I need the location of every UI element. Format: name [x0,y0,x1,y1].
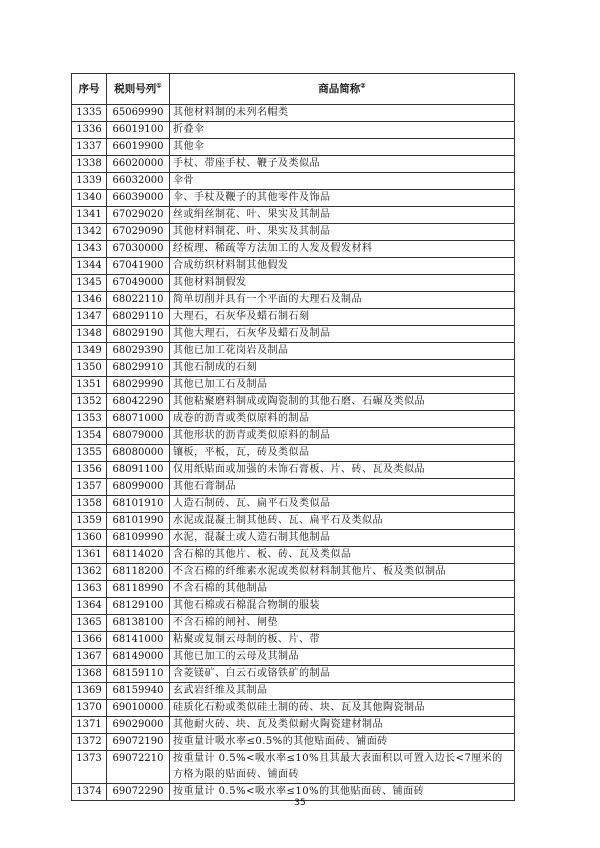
serial-number-cell: 1361 [72,547,107,564]
product-name-cell: 镶板，平板，瓦，砖及类似品 [170,445,515,462]
tariff-code-cell: 68099000 [107,479,170,496]
product-name-cell: 伞、手杖及鞭子的其他零件及饰品 [170,190,515,207]
tariff-code-cell: 66032000 [107,173,170,190]
product-name-cell: 手杖、带座手杖、鞭子及类似品 [170,156,515,173]
table-row [72,666,515,683]
product-name-cell: 人造石制砖、瓦、扁平石及类似品 [170,496,515,513]
product-name-cell: 丝或绢丝制花、叶、果实及其制品 [170,207,515,224]
product-name-cell: 其他石棉或石棉混合物制的服装 [170,598,515,615]
table-row [72,156,515,173]
serial-number-cell: 1359 [72,513,107,530]
product-name-cell: 经梳理、稀疏等方法加工的人发及假发材料 [170,241,515,258]
product-name-cell: 其他材料制花、叶、果实及其制品 [170,224,515,241]
tariff-code-cell: 69010000 [107,700,170,717]
page-number: 35 [294,798,306,808]
tariff-code-cell: 68029390 [107,343,170,360]
serial-number-cell: 1345 [72,275,107,292]
table-row [72,513,515,530]
product-name-cell: 其他已加工石及制品 [170,377,515,394]
table-header-row [72,74,515,105]
table-body [72,105,515,801]
tariff-code-cell: 66019100 [107,122,170,139]
tariff-code-cell: 67041900 [107,258,170,275]
serial-number-cell: 1356 [72,462,107,479]
table-row [72,292,515,309]
product-name-cell: 仅用纸贴面或加强的未饰石膏板、片、砖、瓦及类似品 [170,462,515,479]
tariff-code-cell: 68029910 [107,360,170,377]
serial-number-cell: 1342 [72,224,107,241]
table-row [72,394,515,411]
table-row [72,632,515,649]
header-product-name: 商品简称② [170,74,515,105]
product-name-cell: 合成纺织材料制其他假发 [170,258,515,275]
header-tariff-code: 税则号列① [107,74,170,105]
serial-number-cell: 1364 [72,598,107,615]
tariff-table [71,73,515,801]
tariff-code-cell: 66039000 [107,190,170,207]
tariff-code-cell: 68141000 [107,632,170,649]
serial-number-cell: 1336 [72,122,107,139]
product-name-cell: 按重量计 0.5%<吸水率≤10%的其他贴面砖、铺面砖 [170,784,515,801]
serial-number-cell: 1357 [72,479,107,496]
serial-number-cell: 1338 [72,156,107,173]
tariff-code-cell: 68080000 [107,445,170,462]
tariff-code-cell: 67049000 [107,275,170,292]
serial-number-cell: 1343 [72,241,107,258]
tariff-code-cell: 67030000 [107,241,170,258]
tariff-code-cell: 68129100 [107,598,170,615]
table-row [72,496,515,513]
table-row [72,105,515,122]
tariff-code-cell: 68138100 [107,615,170,632]
tariff-code-cell: 68029110 [107,309,170,326]
table-row [72,445,515,462]
tariff-code-cell: 68029190 [107,326,170,343]
product-name-cell: 其他材料制假发 [170,275,515,292]
product-name-cell: 按重量计 0.5%<吸水率≤10%且其最大表面积以可置入边长<7厘米的方格为限的贴面砖、铺面砖 [170,751,515,784]
product-name-cell: 不含石棉的纤维素水泥或类似材料制其他片、板及类似制品 [170,564,515,581]
serial-number-cell: 1374 [72,784,107,801]
table-row [72,258,515,275]
product-name-cell: 不含石棉的其他制品 [170,581,515,598]
table-row [72,717,515,734]
tariff-code-cell: 69072210 [107,751,170,784]
table-row [72,530,515,547]
header-serial-number: 序号 [72,74,107,105]
table-row [72,649,515,666]
tariff-code-cell: 68114020 [107,547,170,564]
product-name-cell: 其他材料制的未列名帽类 [170,105,515,122]
table-row [72,751,515,784]
serial-number-cell: 1370 [72,700,107,717]
serial-number-cell: 1365 [72,615,107,632]
table-row [72,700,515,717]
product-name-cell: 含石棉的其他片、板、砖、瓦及类似品 [170,547,515,564]
table-row [72,326,515,343]
serial-number-cell: 1340 [72,190,107,207]
tariff-code-cell: 68101910 [107,496,170,513]
serial-number-cell: 1335 [72,105,107,122]
serial-number-cell: 1369 [72,683,107,700]
product-name-cell: 粘聚或复制云母制的板、片、带 [170,632,515,649]
tariff-code-cell: 68071000 [107,411,170,428]
serial-number-cell: 1367 [72,649,107,666]
product-name-cell: 成卷的沥青或类似原料的制品 [170,411,515,428]
table-row [72,411,515,428]
table-row [72,581,515,598]
product-name-cell: 其他耐火砖、块、瓦及类似耐火陶瓷建材制品 [170,717,515,734]
serial-number-cell: 1350 [72,360,107,377]
serial-number-cell: 1346 [72,292,107,309]
serial-number-cell: 1355 [72,445,107,462]
table-row [72,479,515,496]
table-row [72,309,515,326]
product-name-cell: 硅质化石粉或类似硅土制的砖、块、瓦及其他陶瓷制品 [170,700,515,717]
tariff-code-cell: 68091100 [107,462,170,479]
table-row [72,122,515,139]
tariff-code-cell: 69029000 [107,717,170,734]
tariff-code-cell: 65069990 [107,105,170,122]
serial-number-cell: 1372 [72,734,107,751]
serial-number-cell: 1368 [72,666,107,683]
product-name-cell: 水泥，混凝土或人造石制其他制品 [170,530,515,547]
tariff-code-cell: 68149000 [107,649,170,666]
table-row [72,173,515,190]
tariff-code-cell: 68118990 [107,581,170,598]
product-name-cell: 伞骨 [170,173,515,190]
footnote-marker: ① [156,82,162,90]
tariff-code-cell: 69072290 [107,784,170,801]
serial-number-cell: 1347 [72,309,107,326]
serial-number-cell: 1341 [72,207,107,224]
tariff-code-cell: 68079000 [107,428,170,445]
product-name-cell: 其他大理石，石灰华及蜡石及制品 [170,326,515,343]
product-name-cell: 其他已加工花岗岩及制品 [170,343,515,360]
table-row [72,377,515,394]
tariff-code-cell: 68029990 [107,377,170,394]
footnote-marker: ② [360,82,366,90]
serial-number-cell: 1371 [72,717,107,734]
product-name-cell: 其他形状的沥青或类似原料的制品 [170,428,515,445]
tariff-code-cell: 68042290 [107,394,170,411]
tariff-code-cell: 68101990 [107,513,170,530]
tariff-code-cell: 68022110 [107,292,170,309]
table-row [72,190,515,207]
product-name-cell: 其他石膏制品 [170,479,515,496]
product-name-cell: 其他已加工的云母及其制品 [170,649,515,666]
product-name-cell: 按重量计吸水率≤0.5%的其他贴面砖、铺面砖 [170,734,515,751]
table-row [72,547,515,564]
product-name-cell: 含菱镁矿、白云石或铬铁矿的制品 [170,666,515,683]
product-name-cell: 水泥或混凝土制其他砖、瓦、扁平石及类似品 [170,513,515,530]
table-row [72,615,515,632]
serial-number-cell: 1373 [72,751,107,784]
product-name-cell: 折叠伞 [170,122,515,139]
serial-number-cell: 1348 [72,326,107,343]
serial-number-cell: 1358 [72,496,107,513]
product-name-cell: 简单切削并具有一个平面的大理石及制品 [170,292,515,309]
product-name-cell: 其他石制成的石刻 [170,360,515,377]
tariff-code-cell: 67029090 [107,224,170,241]
table-row [72,139,515,156]
table-row [72,275,515,292]
table-row [72,224,515,241]
table-row [72,734,515,751]
serial-number-cell: 1352 [72,394,107,411]
serial-number-cell: 1339 [72,173,107,190]
table-row [72,207,515,224]
tariff-code-cell: 68159940 [107,683,170,700]
serial-number-cell: 1351 [72,377,107,394]
product-name-cell: 不含石棉的闸衬、闸垫 [170,615,515,632]
product-name-cell: 大理石，石灰华及蜡石制石刻 [170,309,515,326]
table-row [72,428,515,445]
serial-number-cell: 1363 [72,581,107,598]
table-row [72,360,515,377]
tariff-code-cell: 66019900 [107,139,170,156]
serial-number-cell: 1362 [72,564,107,581]
serial-number-cell: 1349 [72,343,107,360]
tariff-code-cell: 68159110 [107,666,170,683]
serial-number-cell: 1360 [72,530,107,547]
table-row [72,683,515,700]
table-row [72,241,515,258]
tariff-code-cell: 68109990 [107,530,170,547]
serial-number-cell: 1337 [72,139,107,156]
table-row [72,598,515,615]
tariff-code-cell: 66020000 [107,156,170,173]
tariff-code-cell: 69072190 [107,734,170,751]
table-row [72,462,515,479]
serial-number-cell: 1366 [72,632,107,649]
product-name-cell: 其他粘聚磨料制成或陶瓷制的其他石磨、石碾及类似品 [170,394,515,411]
tariff-code-cell: 67029020 [107,207,170,224]
serial-number-cell: 1353 [72,411,107,428]
serial-number-cell: 1354 [72,428,107,445]
table-row [72,343,515,360]
table-row [72,564,515,581]
tariff-code-cell: 68118200 [107,564,170,581]
serial-number-cell: 1344 [72,258,107,275]
product-name-cell: 其他伞 [170,139,515,156]
product-name-cell: 玄武岩纤维及其制品 [170,683,515,700]
